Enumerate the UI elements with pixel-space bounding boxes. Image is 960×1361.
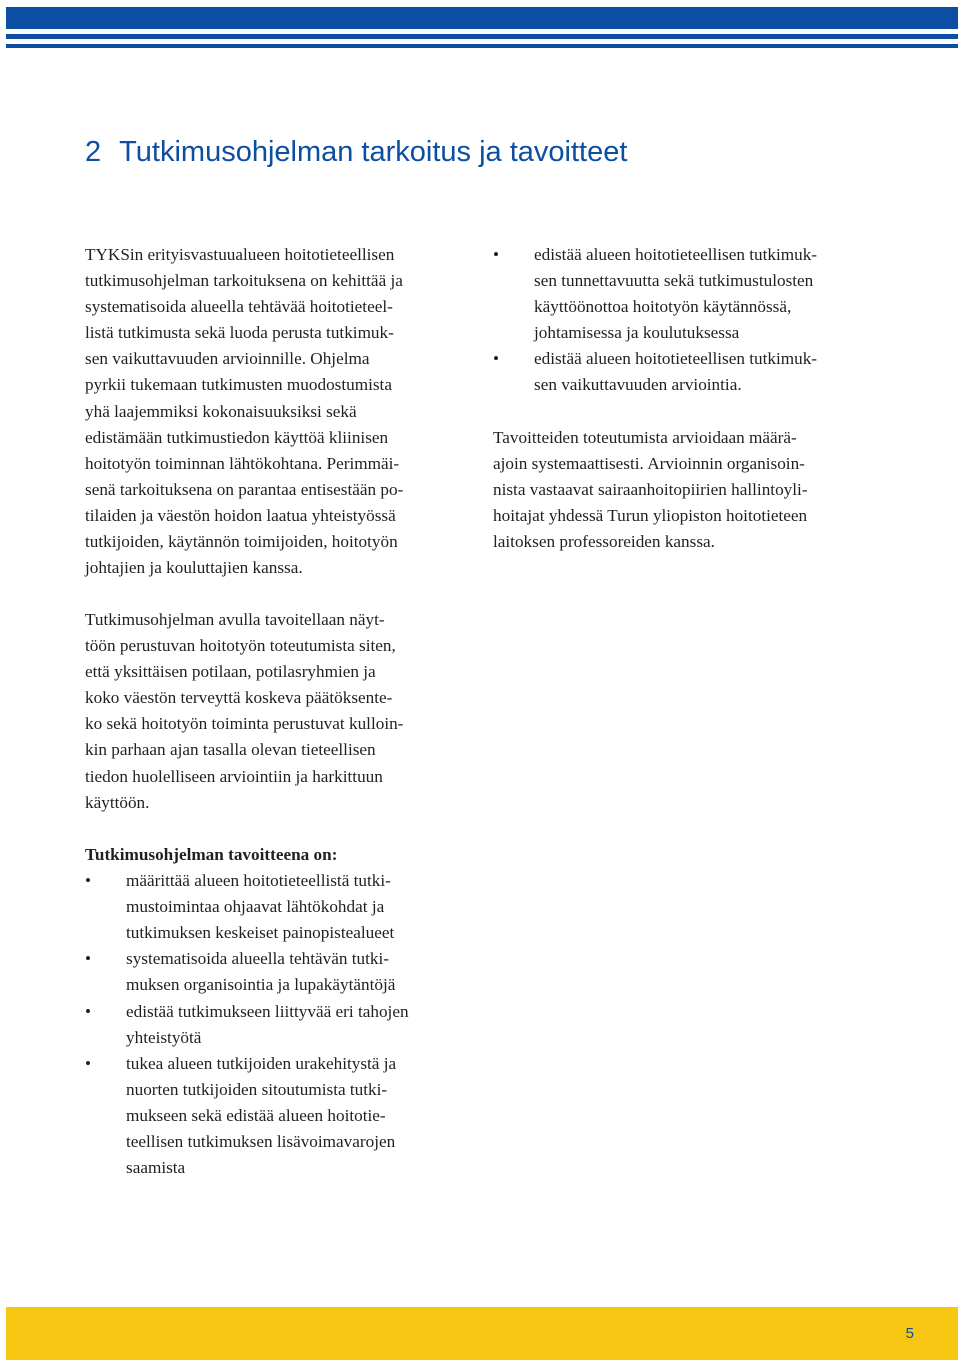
- text-line: systematisoida alueella tehtävää hoitotieteel-: [85, 297, 393, 317]
- text-line: sen tunnettavuutta sekä tutkimustulosten: [534, 271, 814, 291]
- intro-paragraph: [85, 242, 403, 581]
- text-line: teellisen tutkimuksen lisävoimavarojen: [126, 1132, 396, 1152]
- list-item: [85, 868, 409, 946]
- text-line: muksen organisointia ja lupakäytäntöjä: [126, 975, 396, 995]
- text-line: pyrkii tukemaan tutkimusten muodostumista: [85, 375, 392, 395]
- section-number: 2: [85, 136, 102, 168]
- page-number: 5: [905, 1325, 914, 1342]
- text-line: ko sekä hoitotyön toiminta perustuvat kulloin-: [85, 714, 404, 734]
- text-line: että yksittäisen potilaan, potilasryhmien ja: [85, 662, 376, 682]
- text-line: saamista: [126, 1158, 186, 1178]
- text-line: käyttöönottoa hoitotyön käytännössä,: [534, 297, 792, 317]
- text-line: TYKSin erityisvastuualueen hoitotieteellisen: [85, 245, 395, 264]
- header-rule-bottom: [6, 44, 958, 48]
- bullet: •: [493, 349, 500, 369]
- section-heading: [85, 136, 627, 169]
- text-line: mukseen sekä edistää alueen hoitotie-: [126, 1105, 386, 1125]
- footer-band: [6, 1307, 958, 1360]
- text-line: määrittää alueen hoitotieteellistä tutki-: [126, 871, 391, 891]
- section-title: Tutkimusohjelman tarkoitus ja tavoitteet: [119, 136, 628, 168]
- text-line: johtajien ja kouluttajien kanssa.: [85, 558, 303, 578]
- text-line: hoitajat yhdessä Turun yliopiston hoitotieteen: [493, 506, 808, 526]
- text-line: yhteistyötä: [126, 1027, 202, 1047]
- bullet: •: [85, 949, 92, 969]
- text-line: kin parhaan ajan tasalla olevan tieteellisen: [85, 740, 376, 760]
- text-line: mustoimintaa ohjaavat lähtökohdat ja: [126, 897, 385, 917]
- list-item: [493, 346, 817, 398]
- bullet: •: [85, 871, 92, 891]
- header-band: [6, 7, 958, 29]
- text-line: töön perustuvan hoitotyön toteutumista siten,: [85, 636, 396, 656]
- evidence-paragraph: [85, 607, 403, 816]
- list-item: [85, 1051, 409, 1181]
- evaluation-paragraph: [493, 425, 808, 555]
- text-line: senä tarkoituksena on parantaa entisestään po-: [85, 479, 404, 499]
- text-line: koko väestön terveyttä koskeva päätöksente-: [85, 688, 393, 708]
- list-item: [493, 242, 817, 346]
- goals-heading: Tutkimusohjelman tavoitteena on:: [85, 845, 338, 864]
- text-line: tukea alueen tutkijoiden urakehitystä ja: [126, 1053, 397, 1073]
- list-item: [85, 946, 409, 998]
- bullet: •: [85, 1001, 92, 1021]
- text-line: käyttöön.: [85, 792, 150, 812]
- list-item: [85, 999, 409, 1051]
- text-line: systematisoida alueella tehtävän tutki-: [126, 949, 389, 969]
- text-line: yhä laajemmiksi kokonaisuuksiksi sekä: [85, 401, 357, 421]
- text-line: nuorten tutkijoiden sitoutumista tutki-: [126, 1079, 388, 1099]
- text-line: edistää alueen hoitotieteellisen tutkimuk-: [534, 245, 818, 264]
- header-rule-top: [6, 34, 958, 39]
- text-line: tutkimuksen keskeiset painopistealueet: [126, 923, 395, 943]
- text-line: hoitotyön toiminnan lähtökohtana. Perimmäi-: [85, 453, 400, 473]
- goals-section: [85, 842, 409, 1181]
- text-line: edistää tutkimukseen liittyvää eri tahojen: [126, 1001, 409, 1021]
- text-line: nista vastaavat sairaanhoitopiirien hallintoyli-: [493, 480, 808, 500]
- text-line: edistää alueen hoitotieteellisen tutkimuk-: [534, 349, 818, 369]
- goals-continued: [493, 242, 817, 399]
- text-line: laitoksen professoreiden kanssa.: [493, 532, 715, 552]
- text-line: sen vaikuttavuuden arvioinnille. Ohjelma: [85, 349, 370, 369]
- text-line: johtamisessa ja koulutuksessa: [534, 323, 740, 343]
- text-line: tutkimusohjelman tarkoituksena on kehittää ja: [85, 271, 403, 291]
- text-line: tutkijoiden, käytännön toimijoiden, hoitotyön: [85, 532, 398, 552]
- text-line: tiedon huolelliseen arviointiin ja harkittuun: [85, 766, 383, 786]
- text-line: Tavoitteiden toteutumista arvioidaan määrä-: [493, 428, 797, 447]
- text-line: tilaiden ja väestön hoidon laatua yhteistyössä: [85, 505, 396, 525]
- bullet: •: [85, 1053, 92, 1073]
- bullet: •: [493, 245, 500, 264]
- text-line: edistämään tutkimustiedon käyttöä kliinisen: [85, 427, 389, 447]
- text-line: ajoin systemaattisesti. Arvioinnin organisoin-: [493, 454, 805, 474]
- text-line: sen vaikuttavuuden arviointia.: [534, 375, 742, 395]
- text-line: Tutkimusohjelman avulla tavoitellaan näyt-: [85, 610, 385, 629]
- text-line: listä tutkimusta sekä luoda perusta tutkimuk-: [85, 323, 394, 343]
